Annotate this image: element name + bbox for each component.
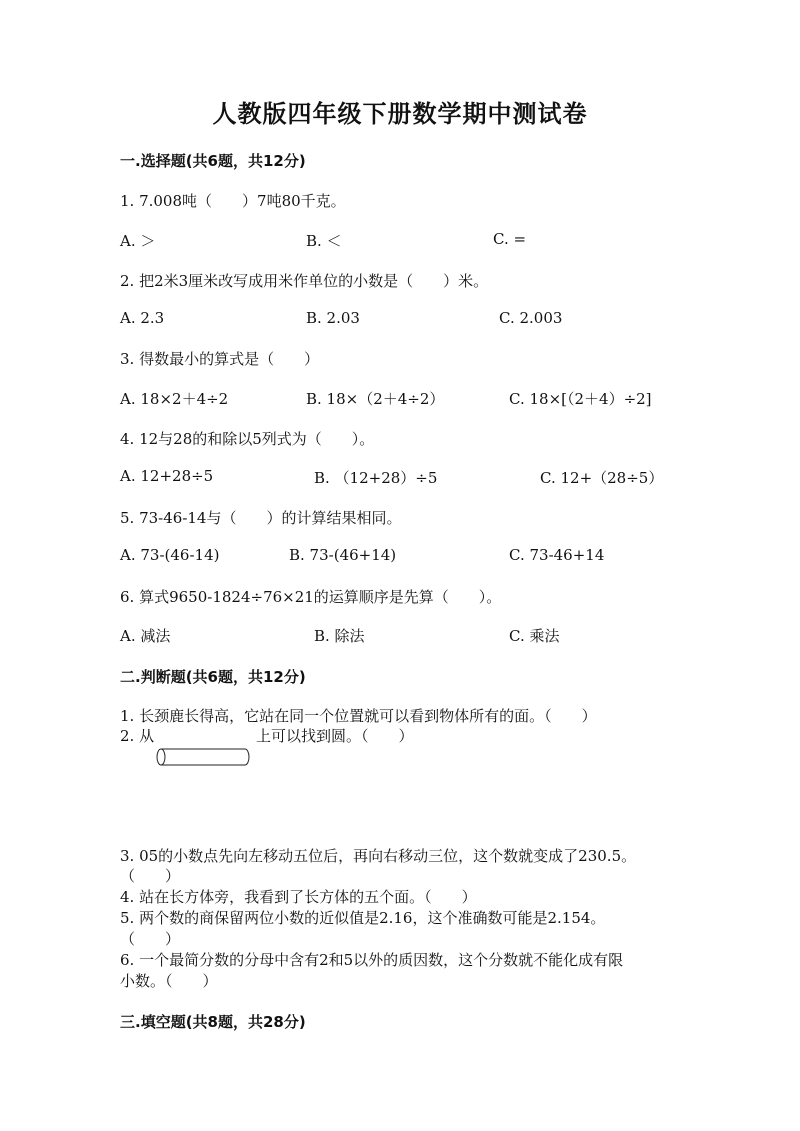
judgement-4: 4. 站在长方体旁，我看到了长方体的五个面。（ ）: [120, 888, 477, 906]
option-c: C. 12+（28÷5）: [540, 469, 664, 487]
option-a: A. 73-(46-14): [120, 546, 220, 564]
judgement-1: 1. 长颈鹿长得高，它站在同一个位置就可以看到物体所有的面。（ ）: [120, 707, 597, 725]
section-heading-judgement: 二.判断题(共6题，共12分): [120, 668, 306, 686]
option-b: B. 73-(46+14): [289, 546, 397, 564]
option-c: C. =: [493, 230, 527, 248]
judgement-3-blank: （ ）: [120, 867, 181, 885]
judgement-5: 5. 两个数的商保留两位小数的近似值是2.16，这个准确数可能是2.154。: [120, 909, 606, 927]
cylinder-figure: [155, 748, 251, 766]
page-title: 人教版四年级下册数学期中测试卷: [212, 99, 588, 128]
option-a: A. 18×2＋4÷2: [120, 390, 229, 408]
option-b: B. 除法: [314, 627, 365, 645]
judgement-6: 6. 一个最简分数的分母中含有2和5以外的质因数，这个分数就不能化成有限: [120, 951, 624, 969]
question-2: 2. 把2米3厘米改写成用米作单位的小数是（ ）米。: [120, 272, 489, 290]
option-a: A. ＞: [120, 232, 156, 250]
question-1: 1. 7.008吨（ ）7吨80千克。: [120, 192, 346, 210]
section-heading-choice: 一.选择题(共6题，共12分): [120, 152, 306, 170]
judgement-2-suffix: 上可以找到圆。（ ）: [256, 727, 414, 745]
option-c: C. 73-46+14: [509, 546, 605, 564]
option-a: A. 12+28÷5: [120, 467, 214, 485]
judgement-6-cont: 小数。（ ）: [120, 972, 218, 990]
judgement-3: 3. 05的小数点先向左移动五位后，再向右移动三位，这个数就变成了230.5。: [120, 847, 637, 865]
option-b: B. （12+28）÷5: [314, 469, 438, 487]
option-b: B. ＜: [306, 232, 342, 250]
judgement-2-prefix: 2. 从: [120, 727, 155, 745]
option-c: C. 乘法: [509, 627, 560, 645]
option-a: A. 2.3: [120, 309, 165, 327]
option-a: A. 减法: [120, 627, 171, 645]
option-c: C. 2.003: [499, 309, 563, 327]
option-b: B. 18×（2＋4÷2）: [306, 390, 445, 408]
judgement-5-blank: （ ）: [120, 930, 181, 948]
question-6: 6. 算式9650-1824÷76×21的运算顺序是先算（ ）。: [120, 588, 502, 606]
question-3: 3. 得数最小的算式是（ ）: [120, 350, 320, 368]
question-5: 5. 73-46-14与（ ）的计算结果相同。: [120, 509, 402, 527]
option-c: C. 18×[（2＋4）÷2]: [509, 390, 652, 408]
option-b: B. 2.03: [306, 309, 360, 327]
section-heading-fill: 三.填空题(共8题，共28分): [120, 1013, 306, 1031]
question-4: 4. 12与28的和除以5列式为（ ）。: [120, 430, 375, 448]
